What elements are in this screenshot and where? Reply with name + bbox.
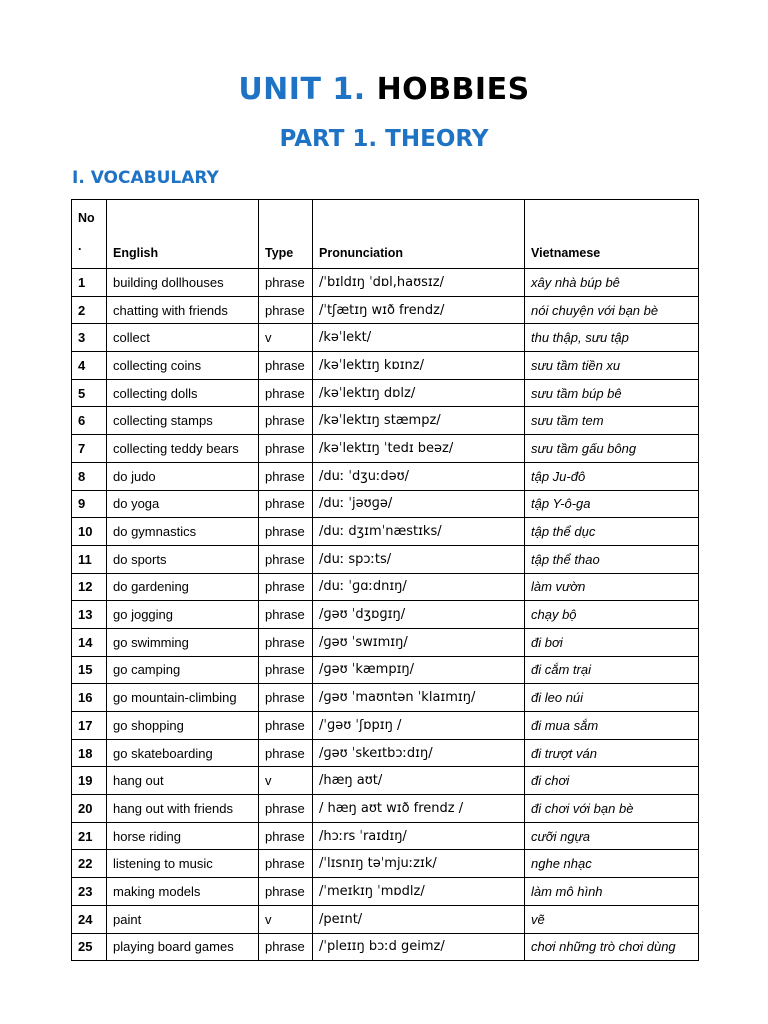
pronunciation: /duː ˈjəʊɡə/ — [313, 490, 525, 518]
vietnamese-meaning: đi chơi — [525, 767, 699, 795]
pronunciation: /hæŋ aʊt/ — [313, 767, 525, 795]
word-type: phrase — [259, 545, 313, 573]
english-word: go mountain-climbing — [107, 684, 259, 712]
pronunciation: /ˈtʃætɪŋ wɪð frendz/ — [313, 296, 525, 324]
unit-number: UNIT 1. — [238, 72, 366, 107]
table-row — [72, 684, 699, 712]
section-heading: I. VOCABULARY — [72, 168, 219, 188]
word-type: phrase — [259, 379, 313, 407]
word-type: phrase — [259, 518, 313, 546]
vietnamese-meaning: sưu tầm búp bê — [525, 379, 699, 407]
row-number: 17 — [72, 712, 107, 740]
pronunciation: /ɡəʊ ˈskeɪtbɔːdɪŋ/ — [313, 739, 525, 767]
pronunciation: /duː ˈɡɑːdnɪŋ/ — [313, 573, 525, 601]
pronunciation: /ɡəʊ ˈkæmpɪŋ/ — [313, 656, 525, 684]
english-word: building dollhouses — [107, 269, 259, 297]
english-word: do yoga — [107, 490, 259, 518]
vietnamese-meaning: nghe nhạc — [525, 850, 699, 878]
table-row — [72, 601, 699, 629]
header-type: Type — [259, 200, 313, 269]
table-row — [72, 407, 699, 435]
row-number: 2 — [72, 296, 107, 324]
word-type: phrase — [259, 435, 313, 463]
word-type: phrase — [259, 573, 313, 601]
english-word: collecting dolls — [107, 379, 259, 407]
table-row — [72, 462, 699, 490]
word-type: phrase — [259, 352, 313, 380]
word-type: phrase — [259, 739, 313, 767]
pronunciation: /ˈlɪsnɪŋ təˈmjuːzɪk/ — [313, 850, 525, 878]
row-number: 23 — [72, 878, 107, 906]
part-heading: PART 1. THEORY — [279, 126, 489, 152]
english-word: do gymnastics — [107, 518, 259, 546]
row-number: 1 — [72, 269, 107, 297]
table-row — [72, 296, 699, 324]
word-type: phrase — [259, 628, 313, 656]
row-number: 20 — [72, 795, 107, 823]
pronunciation: / hæŋ aʊt wɪð frendz / — [313, 795, 525, 823]
english-word: go swimming — [107, 628, 259, 656]
vietnamese-meaning: làm vườn — [525, 573, 699, 601]
pronunciation: /ˈbɪldɪŋ ˈdɒl,haʊsɪz/ — [313, 269, 525, 297]
word-type: phrase — [259, 269, 313, 297]
table-row — [72, 379, 699, 407]
vietnamese-meaning: tập Y-ô-ga — [525, 490, 699, 518]
word-type: phrase — [259, 933, 313, 961]
pronunciation: /ˈmeɪkɪŋ ˈmɒdlz/ — [313, 878, 525, 906]
table-row — [72, 545, 699, 573]
header-english: English — [107, 200, 259, 269]
vietnamese-meaning: xây nhà búp bê — [525, 269, 699, 297]
table-row — [72, 269, 699, 297]
row-number: 5 — [72, 379, 107, 407]
header-no-label: No . — [78, 211, 95, 253]
word-type: phrase — [259, 822, 313, 850]
table-header-row — [72, 200, 699, 269]
table-row — [72, 850, 699, 878]
vietnamese-meaning: chơi những trò chơi dùng — [525, 933, 699, 961]
table-row — [72, 739, 699, 767]
vietnamese-meaning: tập Ju-đô — [525, 462, 699, 490]
pronunciation: /duː ˈdʒuːdəʊ/ — [313, 462, 525, 490]
pronunciation: /duː spɔːts/ — [313, 545, 525, 573]
table-row — [72, 656, 699, 684]
pronunciation: /ɡəʊ ˈswɪmɪŋ/ — [313, 628, 525, 656]
table-row — [72, 822, 699, 850]
row-number: 9 — [72, 490, 107, 518]
pronunciation: /ˈɡəʊ ˈʃɒpɪŋ / — [313, 712, 525, 740]
word-type: phrase — [259, 601, 313, 629]
english-word: hang out — [107, 767, 259, 795]
vietnamese-meaning: sưu tầm gấu bông — [525, 435, 699, 463]
row-number: 12 — [72, 573, 107, 601]
table-row — [72, 767, 699, 795]
row-number: 15 — [72, 656, 107, 684]
table-row — [72, 795, 699, 823]
word-type: phrase — [259, 407, 313, 435]
header-pronunciation: Pronunciation — [313, 200, 525, 269]
row-number: 24 — [72, 905, 107, 933]
word-type: phrase — [259, 656, 313, 684]
english-word: collecting coins — [107, 352, 259, 380]
vietnamese-meaning: đi trượt ván — [525, 739, 699, 767]
unit-title — [0, 72, 768, 107]
english-word: collecting stamps — [107, 407, 259, 435]
word-type: v — [259, 767, 313, 795]
english-word: go jogging — [107, 601, 259, 629]
row-number: 3 — [72, 324, 107, 352]
english-word: go camping — [107, 656, 259, 684]
word-type: phrase — [259, 878, 313, 906]
english-word: do sports — [107, 545, 259, 573]
vietnamese-meaning: đi chơi với bạn bè — [525, 795, 699, 823]
row-number: 6 — [72, 407, 107, 435]
english-word: listening to music — [107, 850, 259, 878]
word-type: phrase — [259, 296, 313, 324]
row-number: 16 — [72, 684, 107, 712]
row-number: 7 — [72, 435, 107, 463]
word-type: phrase — [259, 795, 313, 823]
vietnamese-meaning: thu thập, sưu tập — [525, 324, 699, 352]
pronunciation: /kəˈlekt/ — [313, 324, 525, 352]
row-number: 19 — [72, 767, 107, 795]
word-type: v — [259, 324, 313, 352]
pronunciation: /kəˈlektɪŋ kɒɪnz/ — [313, 352, 525, 380]
table-row — [72, 933, 699, 961]
row-number: 10 — [72, 518, 107, 546]
row-number: 8 — [72, 462, 107, 490]
vietnamese-meaning: đi bơi — [525, 628, 699, 656]
pronunciation: /ɡəʊ ˈmaʊntən ˈklaɪmɪŋ/ — [313, 684, 525, 712]
table-row — [72, 518, 699, 546]
english-word: hang out with friends — [107, 795, 259, 823]
english-word: chatting with friends — [107, 296, 259, 324]
english-word: collecting teddy bears — [107, 435, 259, 463]
vietnamese-meaning: đi leo núi — [525, 684, 699, 712]
row-number: 13 — [72, 601, 107, 629]
row-number: 25 — [72, 933, 107, 961]
word-type: phrase — [259, 850, 313, 878]
english-word: horse riding — [107, 822, 259, 850]
word-type: phrase — [259, 712, 313, 740]
pronunciation: /kəˈlektɪŋ stæmpz/ — [313, 407, 525, 435]
vietnamese-meaning: nói chuyện với bạn bè — [525, 296, 699, 324]
table-row — [72, 905, 699, 933]
row-number: 21 — [72, 822, 107, 850]
word-type: phrase — [259, 490, 313, 518]
table-row — [72, 573, 699, 601]
english-word: collect — [107, 324, 259, 352]
pronunciation: /kəˈlektɪŋ ˈtedɪ beəz/ — [313, 435, 525, 463]
row-number: 14 — [72, 628, 107, 656]
pronunciation: /ɡəʊ ˈdʒɒɡɪŋ/ — [313, 601, 525, 629]
vietnamese-meaning: làm mô hình — [525, 878, 699, 906]
header-no — [72, 200, 107, 269]
word-type: phrase — [259, 684, 313, 712]
vietnamese-meaning: vẽ — [525, 905, 699, 933]
table-row — [72, 878, 699, 906]
table-row — [72, 712, 699, 740]
table-row — [72, 628, 699, 656]
vietnamese-meaning: sưu tầm tem — [525, 407, 699, 435]
word-type: v — [259, 905, 313, 933]
english-word: go skateboarding — [107, 739, 259, 767]
row-number: 18 — [72, 739, 107, 767]
vietnamese-meaning: tập thể thao — [525, 545, 699, 573]
pronunciation: /hɔːrs ˈraɪdɪŋ/ — [313, 822, 525, 850]
english-word: do gardening — [107, 573, 259, 601]
row-number: 11 — [72, 545, 107, 573]
row-number: 4 — [72, 352, 107, 380]
table-row — [72, 490, 699, 518]
unit-topic: HOBBIES — [376, 72, 530, 107]
vietnamese-meaning: sưu tầm tiền xu — [525, 352, 699, 380]
vietnamese-meaning: đi cắm trại — [525, 656, 699, 684]
pronunciation: /peɪnt/ — [313, 905, 525, 933]
table-row — [72, 352, 699, 380]
english-word: paint — [107, 905, 259, 933]
english-word: do judo — [107, 462, 259, 490]
row-number: 22 — [72, 850, 107, 878]
table-row — [72, 435, 699, 463]
english-word: go shopping — [107, 712, 259, 740]
pronunciation: /ˈpleɪɪŋ bɔːd geimz/ — [313, 933, 525, 961]
pronunciation: /kəˈlektɪŋ dɒlz/ — [313, 379, 525, 407]
vietnamese-meaning: đi mua sắm — [525, 712, 699, 740]
header-vietnamese: Vietnamese — [525, 200, 699, 269]
english-word: making models — [107, 878, 259, 906]
vietnamese-meaning: cưỡi ngựa — [525, 822, 699, 850]
vietnamese-meaning: chạy bộ — [525, 601, 699, 629]
table-row — [72, 324, 699, 352]
pronunciation: /duː dʒɪmˈnæstɪks/ — [313, 518, 525, 546]
english-word: playing board games — [107, 933, 259, 961]
vietnamese-meaning: tập thể dục — [525, 518, 699, 546]
vocabulary-table — [71, 199, 699, 961]
word-type: phrase — [259, 462, 313, 490]
